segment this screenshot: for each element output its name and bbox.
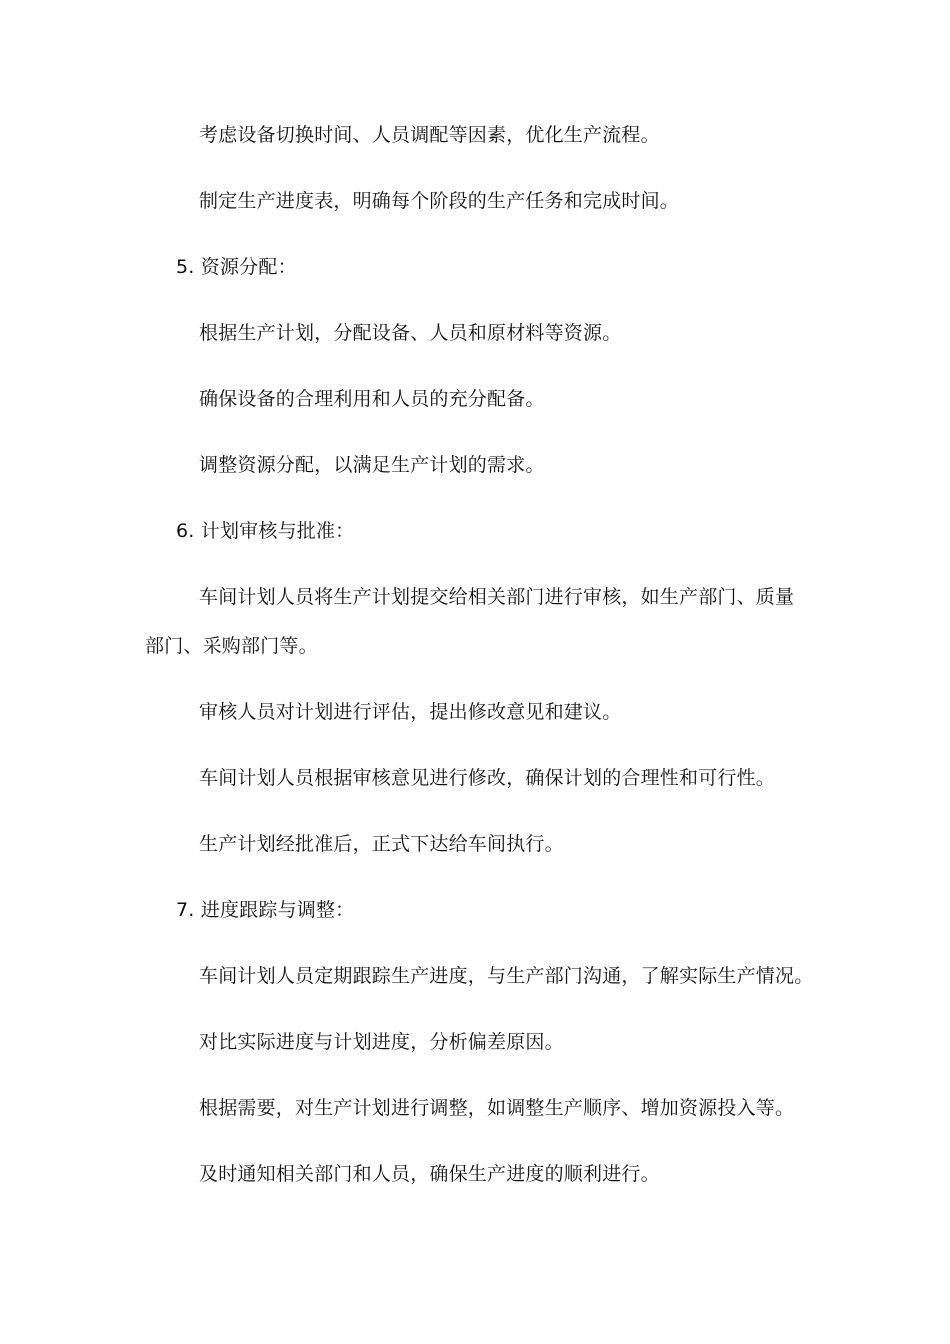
paragraph-line: 生产计划经批准后，正式下达给车间执行。	[199, 833, 564, 855]
paragraph-line: 调整资源分配，以满足生产计划的需求。	[199, 454, 545, 476]
paragraph-line: 制定生产进度表，明确每个阶段的生产任务和完成时间。	[199, 190, 680, 212]
paragraph-line: 车间计划人员将生产计划提交给相关部门进行审核，如生产部门、质量	[199, 586, 795, 608]
paragraph-line: 考虑设备切换时间、人员调配等因素，优化生产流程。	[199, 124, 660, 146]
paragraph-line: 审核人员对计划进行评估，提出修改意见和建议。	[199, 701, 622, 723]
paragraph-line: 对比实际进度与计划进度，分析偏差原因。	[199, 1031, 564, 1053]
paragraph-line: 车间计划人员根据审核意见进行修改，确保计划的合理性和可行性。	[199, 767, 776, 789]
paragraph-line: 车间计划人员定期跟踪生产进度，与生产部门沟通，了解实际生产情况。	[199, 965, 814, 987]
paragraph-line: 确保设备的合理利用和人员的充分配备。	[199, 388, 545, 410]
section-heading: 5. 资源分配：	[176, 256, 297, 278]
section-heading: 7. 进度跟踪与调整：	[176, 899, 355, 921]
paragraph-line: 根据生产计划，分配设备、人员和原材料等资源。	[199, 322, 622, 344]
section-heading: 6. 计划审核与批准：	[176, 520, 355, 542]
paragraph-line: 根据需要，对生产计划进行调整，如调整生产顺序、增加资源投入等。	[199, 1097, 795, 1119]
paragraph-line-continuation: 部门、采购部门等。	[145, 635, 318, 657]
paragraph-line: 及时通知相关部门和人员，确保生产进度的顺利进行。	[199, 1163, 660, 1185]
